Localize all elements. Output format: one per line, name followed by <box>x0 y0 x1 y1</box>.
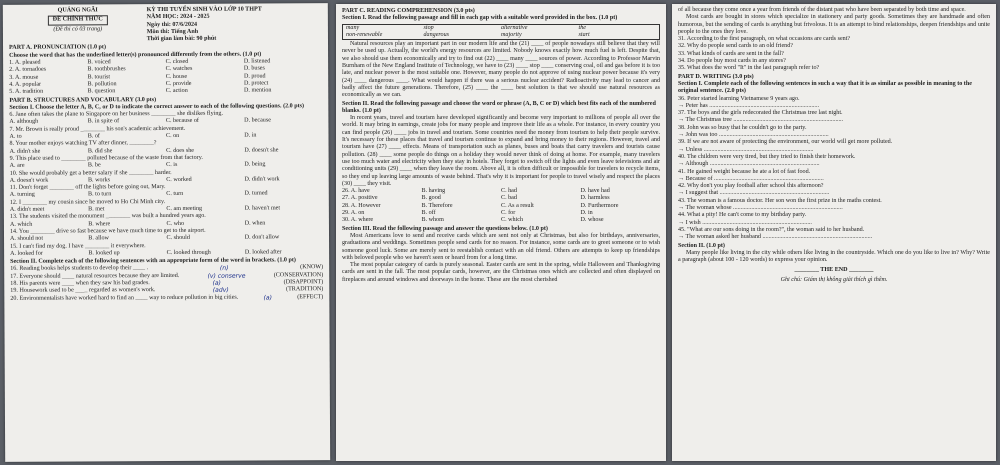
option: C. who <box>166 220 185 227</box>
reading-section-3-instruction: Section III. Read the following passage and answer the questions below. (1.0 pt) <box>342 225 548 232</box>
box-word: majority <box>501 31 522 38</box>
option: D. being <box>244 161 266 168</box>
school-name: QUẢNG NGÃI <box>57 7 98 14</box>
rewrite-question: 45. "What are our sons doing in the room?", the woman said to her husband. <box>678 226 865 233</box>
box-word: dangerous <box>423 31 450 38</box>
option: C. should <box>166 235 190 242</box>
question-text: 9. This place used to ________ polluted because of the waste from that factory. <box>9 154 203 162</box>
box-word: start <box>578 31 590 38</box>
reading-options-row <box>342 195 660 202</box>
rewrite-question: 44. What a pity! He can't come to my birthday party. <box>678 212 807 219</box>
option: B. in spite of <box>87 118 120 125</box>
pronunciation-list <box>9 58 322 96</box>
reading-passage-1: Natural resources play an important part in our modern life and the (21) ____ of people nowadays still believe that they will never be used up. Actually, the world's energy resources are limited. Nobody knows exactly how much fuel is left. Despite that, we also should use them economically and try to find out (22) ____ many ____ sources of power. According to Professor Marvin Burnham of the New England Institute of Technology, we have to (23) ____ stop ____ conserving coal, oil and gas before it is too late, and nuclear power is the most suitable one. However, many people do not approve of using nuclear power because it's very (24) ____ dangerous ____. What would happen if there was a serious nuclear accident? Radioactivity may lead to cancer and badly affect the future generations. Therefore, (25) ____ the ____ best solution is that we should use natural resources as economically as we can. <box>342 41 660 99</box>
part-a-heading: PART A. PRONUNCIATION (1.0 pt) <box>9 44 107 52</box>
option: A. didn't meet <box>9 206 45 213</box>
rewrite-stem: → Peter has ........................................................................ <box>678 102 819 109</box>
option: B. question <box>87 88 116 95</box>
option: C. looked through <box>166 249 211 256</box>
word-form-question: 20. Environmentalists have worked hard to find an ____ way to reduce pollution in big cities. <box>10 294 239 302</box>
official-badge: ĐỀ CHÍNH THỨC <box>48 16 108 26</box>
reading-options-row <box>342 188 660 195</box>
option: C. which <box>501 217 524 224</box>
box-word: alternative <box>501 24 528 31</box>
rewrite-stem: → The woman whose ........................................................................ <box>678 205 843 212</box>
option: D. buses <box>243 65 265 72</box>
option: A. should not <box>10 235 44 243</box>
reading-question: 31. According to the first paragraph, on what occasions are cards sent? <box>678 36 851 43</box>
option: A. turning <box>9 192 35 199</box>
option: B. be <box>87 162 101 169</box>
part-d-heading: PART D. WRITING (3.0 pts) <box>678 73 754 80</box>
rewrite-question: 42. Why don't you play football after school this afternoon? <box>678 183 824 190</box>
option: D. because <box>244 117 271 125</box>
option: D. whose <box>580 217 604 224</box>
option: D. proud <box>243 73 266 80</box>
reading-passage-2: In recent years, travel and tourism have developed significantly and become very important to millions of people all over the world. It may bring in earnings, create jobs for many people and improve their life as a whole. For instance, in every country you can find people (26) ____ jobs in travel and tourism. Some countries need the money from tourism to help their people survive. It's necessary for these places that travel and tourism continue to expand and bring money to their regions. However, travel and tourism have (27) ____ effects. Means of transportation such as planes, buses and boats that carry travelers and tourists cause pollution. (28) ____ some people do things on a holiday they would never think of doing at home. For example, many travelers use too much water and electricity when they stay in hotels. They forget to switch off the lights and even leave televisions and air conditioning units (29) ____ when they leave the room. Above all, it is often difficult or impossible for travelers to recycle items, so they end up leaving large amounts of waste behind. That's why it is important for people to travel wisely and respect the places (30) ____ they visit. <box>342 115 660 187</box>
question-text: 15. I can't find my dog. I have ________ it everywhere. <box>10 242 146 250</box>
rewrite-stem: → The woman asked her husband ........................................................................ <box>678 234 873 241</box>
box-word: many <box>346 24 360 31</box>
exam-date: Ngày thi: 07/6/2024 <box>146 21 198 28</box>
passage-continued-2: Most cards are bought in stores which specialize in stationery and party goods. Sometimes they are handmade and often humorous, but the sending of cards is anything but frivolous. It is an attempt to bind relationships, deepen friendships and unite people to the ones they love. <box>678 14 990 35</box>
option: A. looked for <box>10 250 43 257</box>
multiple-choice-list <box>9 110 323 258</box>
word-form-question: 17. Everyone should ____ natural resources because they are limited. <box>10 272 180 280</box>
option: A. to <box>9 133 22 140</box>
option: B. off <box>421 210 436 217</box>
option: C. action <box>165 88 188 95</box>
reading-passage-3b: The most popular category of cards is purely seasonal. Easter cards are sent in the spring, while Halloween and Thanksgiving cards are sent in the fall. The most popular cards, however, are the Christmas ones which are collected and often displayed on fireplaces and around windows and doorways in the home. These are the most cherished <box>342 262 660 283</box>
section-1-instruction: Section I. Choose the letter A, B, C, or D to indicate the correct answer to each of the following questions. (2.0 pts) <box>9 103 305 111</box>
option: A. although <box>9 119 39 126</box>
rewrite-question: 40. The children were very tired, but they tried to finish their homework. <box>678 153 856 160</box>
option: D. when <box>244 220 266 227</box>
handwritten-answer: (a) <box>263 294 273 302</box>
option: 1. A. pleased <box>9 59 41 66</box>
rewrite-stem: → The Christmas tree ........................................................................ <box>678 117 844 124</box>
word-prompt: (DISAPPOINT) <box>283 279 324 286</box>
reading-options-row <box>342 210 660 217</box>
option: B. voiced <box>87 59 111 66</box>
option: C. am meeting <box>166 205 203 213</box>
option: C. does she <box>166 147 195 154</box>
option: C. turn <box>166 191 184 198</box>
option: B. allow <box>88 235 109 242</box>
option: A. which <box>9 221 33 228</box>
option: B. met <box>88 206 105 213</box>
option: B. tourist <box>87 73 111 81</box>
option: C. worked <box>166 176 192 183</box>
word-form-question: 16. Reading books helps students to develop their ____ . <box>10 265 149 273</box>
passage-continued: of all because they come once a year from friends of the distant past who have been separated by both time and space. <box>678 7 966 13</box>
option: B. pollution <box>87 81 117 88</box>
option: C. had <box>501 188 517 195</box>
reading-options-row <box>342 217 660 224</box>
writing-section-2-heading: Section II. (1.0 pt) <box>678 242 725 249</box>
option: C. provide <box>165 80 192 87</box>
option: 30. A. where <box>342 217 374 224</box>
rewrite-stem: → Because of ........................................................................ <box>678 175 824 182</box>
word-form-row <box>10 294 323 303</box>
box-word: non-renewable <box>346 31 383 38</box>
option: A. doesn't work <box>9 177 49 184</box>
reading-options-row <box>342 203 660 210</box>
option: B. toothbrushes <box>87 66 126 73</box>
option: C. for <box>501 210 516 217</box>
option: D. doesn't she <box>244 147 279 154</box>
option: B. did she <box>87 147 113 155</box>
option: D. looked after <box>244 249 282 256</box>
exam-time: Thời gian làm bài: 90 phút <box>146 35 217 43</box>
option: 26. A. have <box>342 188 370 195</box>
rewrite-stem: → I suggest that ........................................................................ <box>678 190 830 197</box>
part-c-heading: PART C. READING COMPREHENSION (3.0 pts) <box>342 8 475 14</box>
exam-page-3 <box>672 4 996 461</box>
option: D. in <box>580 210 593 217</box>
option: D. have had <box>580 188 610 195</box>
reading-section-2-instruction: Section II. Read the following passage and choose the word or phrase (A, B, C or D) which best fits each of the numbered blanks. (1.0 pt) <box>342 100 656 114</box>
question-text: 11. Don't forget ________ off the lights before going out, Mary. <box>9 184 166 191</box>
rewrite-question: 43. The woman is a famous doctor. Her son won the first prize in the maths contest. <box>678 197 882 204</box>
word-box <box>342 24 660 41</box>
rewrite-stem: → I wish ........................................................................ <box>678 219 812 226</box>
option: C. house <box>165 73 188 80</box>
box-word: the <box>578 24 586 31</box>
option: D. harmless <box>580 195 610 202</box>
option: D. didn't work <box>244 176 280 183</box>
option: D. turned <box>244 190 268 198</box>
option: B. having <box>421 188 446 195</box>
word-form-question: 18. His parents were ____ when they saw his bad grades. <box>10 280 150 287</box>
section-2-instruction: Section II. Complete each of the following sentences with an appropriate form of the word in brackets. (1.0 pt) <box>10 257 296 265</box>
option: C. because of <box>165 118 199 125</box>
box-word: stop <box>423 24 434 31</box>
word-form-list <box>10 265 323 303</box>
option: C. closed <box>165 58 189 66</box>
reading-question: 35. What does the word "It" in the last paragraph refer to? <box>678 65 820 72</box>
question-text: 10. She would probably get a better salary if she ________ harder. <box>9 169 172 177</box>
handwritten-answer: (adv) <box>212 286 229 295</box>
part-b-heading: PART B. STRUCTURES AND VOCABULARY (3.0 pts) <box>9 96 157 104</box>
proctor-note: Ghi chú: Giám thị không giải thích gì thêm. <box>780 276 888 283</box>
option: B. Therefore <box>421 202 453 209</box>
word-prompt: (TRADITION) <box>286 286 324 293</box>
option: C. As a result <box>501 202 534 209</box>
option: C. bad <box>501 195 517 202</box>
option: A. didn't she <box>9 148 41 155</box>
rewrite-question: 36. Peter started learning Vietnamese 9 years ago. <box>678 95 800 102</box>
exam-year: NĂM HỌC: 2024 - 2025 <box>146 14 210 21</box>
rewrite-stem: → Unless ........................................................................ <box>678 146 814 153</box>
reading-section-1-instruction: Section I. Read the following passage and fill in each gap with a suitable word provided in the box. (1.0 pt) <box>342 15 618 22</box>
question-text: 12. I ________ my cousin since he moved to Ho Chi Minh city. <box>9 198 166 206</box>
question-text: 7. Mr. Brown is really proud ________ his son's academic achievement. <box>9 125 186 133</box>
option: B. good <box>421 195 441 202</box>
option: D. Furthermore <box>580 202 619 209</box>
word-prompt: (KNOW) <box>300 264 324 271</box>
pages-note: (Đề thi có 03 trang) <box>53 25 103 33</box>
option: B. to turn <box>88 191 112 198</box>
reading-mc-list <box>342 188 660 224</box>
handwritten-answer: (n) <box>219 265 229 273</box>
option: 3. A. mouse <box>9 74 39 81</box>
rewrite-question: 41. He gained weight because he ate a lot of fast food. <box>678 168 811 175</box>
question-text: 6. Jane often takes the plane to Singapore on her business ________ she dislikes flying. <box>9 110 223 118</box>
question-text: 13. The students visited the monument ________ was built a hundred years ago. <box>9 213 206 221</box>
option: D. haven't met <box>244 205 281 212</box>
option: B. of <box>87 133 100 140</box>
option: 2. A. tornadoes <box>9 67 47 74</box>
rewrite-question: 39. If we are not aware of protecting the environment, our world will get more polluted. <box>678 139 893 146</box>
writing-section-1-instruction: Section I. Complete each of the following sentences in such a way that it is as similar as possible in meaning to the original sentence. (2.0 pts) <box>678 80 972 95</box>
word-prompt: (EFFECT) <box>297 293 324 300</box>
option: D. mention <box>243 87 272 94</box>
option: D. protect <box>243 80 269 87</box>
rewrite-question: 37. The boys and the girls redecorated the Christmas tree last night. <box>678 110 843 117</box>
option: A. are <box>9 162 25 170</box>
end-marker: ________ THE END ________ <box>794 267 874 274</box>
option: 27. A. positive <box>342 195 378 202</box>
reading-question: 34. Do people buy most cards in any stores? <box>678 58 786 65</box>
option: 4. A. popular <box>9 81 42 88</box>
exam-title: KỲ THI TUYỂN SINH VÀO LỚP 10 THPT <box>146 6 262 14</box>
option: B. works <box>87 177 111 184</box>
option: C. is <box>166 162 178 169</box>
reading-question: 33. What kinds of cards are sent in the fall? <box>678 50 784 57</box>
handwritten-answer: (a) <box>212 279 221 287</box>
option: B. looked up <box>88 250 120 257</box>
option: B. where <box>88 220 111 228</box>
handwritten-answer: (v) conserve <box>207 272 246 280</box>
question-text: 8. Your mother enjoys watching TV after dinner, ________? <box>9 140 157 148</box>
question-text: 14. You ________ drive so fast because we have much time to get to the airport. <box>9 227 206 235</box>
rewrite-stem: → Although ........................................................................ <box>678 161 820 168</box>
option: B. whom <box>421 217 444 224</box>
option: C. watches <box>165 66 193 73</box>
exam-page-2 <box>336 4 666 461</box>
rewrite-stem: → John was too ........................................................................ <box>678 132 829 139</box>
reading-questions <box>678 36 990 72</box>
writing-prompt: Many people like living in the city while others like living in the countryside. Which one do you like to live in? Why? Write a paragraph (about 100 - 120 words) to express your opinion. <box>678 249 990 264</box>
option: D. in <box>244 132 257 139</box>
option: D. listened <box>243 58 271 65</box>
option: C. on <box>165 132 180 140</box>
part-a-instruction: Choose the word that has the underlined letter(s) pronounced differently from the others. (1.0 pt) <box>9 51 262 59</box>
option: 29. A. on <box>342 210 365 217</box>
rewrite-list <box>678 96 990 242</box>
exam-page-1 <box>3 3 330 462</box>
exam-header <box>9 6 322 44</box>
rewrite-question: 38. John was so busy that he couldn't go to the party. <box>678 124 807 131</box>
word-form-question: 19. Housework used to be ____ regarded as women's work. <box>10 287 156 295</box>
reading-passage-3: Most Americans love to send and receive cards which are sent not only at Christmas, but also for birthdays, anniversaries, graduations and weddings. Sometimes people send cards for no reason. For instance, some cards are to greet someone or to wish someone good luck. Some are merely sent to reestablish contact with an old friend. Others are attempts to keep up friendships with beloved people who we haven't seen or heard from for a long time. <box>342 232 660 261</box>
option: D. don't allow <box>244 234 280 241</box>
word-prompt: (CONSERVATION) <box>273 271 324 279</box>
option: 28. A. However <box>342 202 381 209</box>
exam-subject: Môn thi: Tiếng Anh <box>146 28 199 35</box>
option: 5. A. tradition <box>9 88 44 96</box>
reading-question: 32. Why do people send cards to an old friend? <box>678 43 793 50</box>
